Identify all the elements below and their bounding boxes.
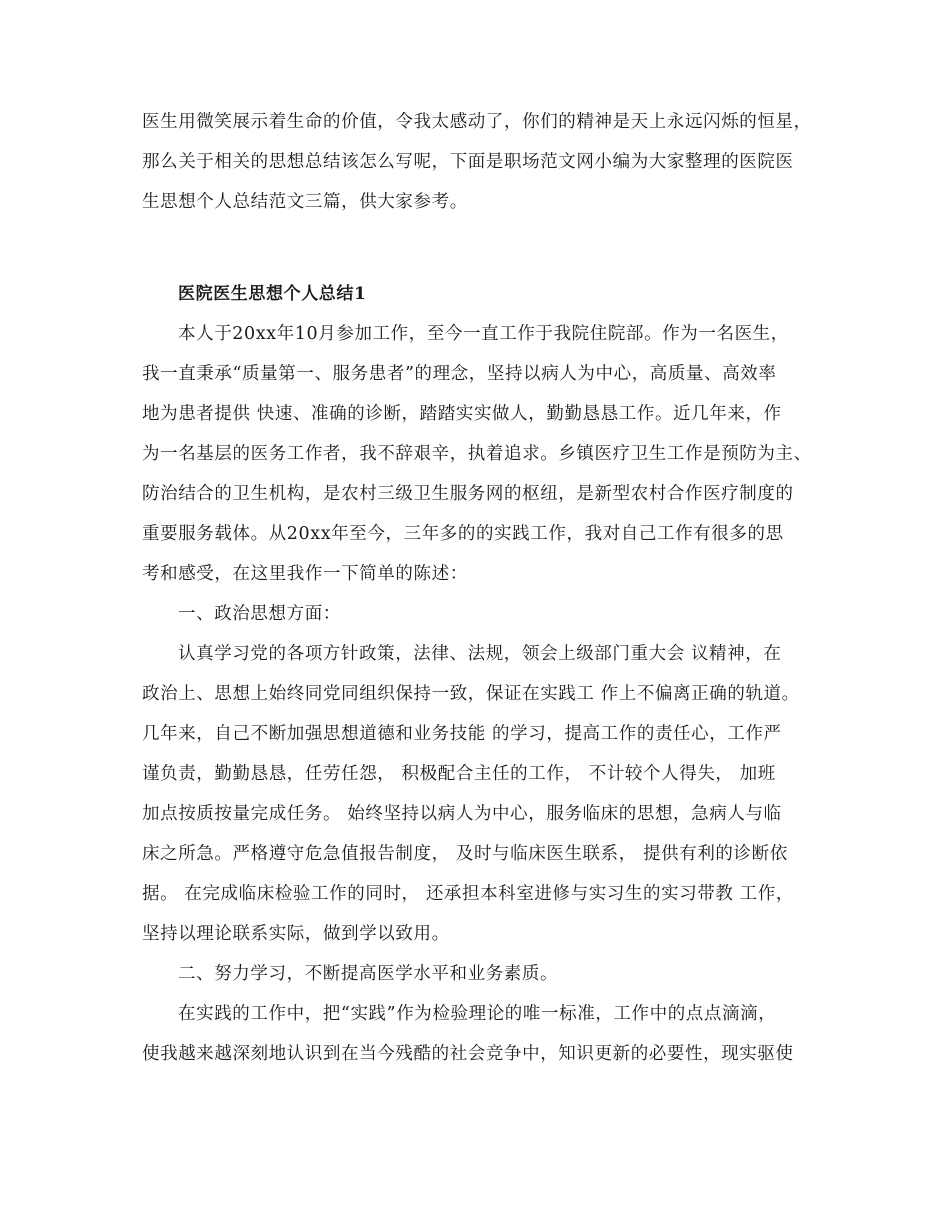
paragraph-line: 防治结合的卫生机构，是农村三级卫生服务网的枢纽，是新型农村合作医疗制度的 [142,484,794,504]
paragraph-line: 据。 在完成临床检验工作的同时， 还承担本科室进修与实习生的实习带教 工作， [142,884,794,904]
intro-line-3: 生思想个人总结范文三篇，供大家参考。 [142,192,468,212]
paragraph-line: 为一名基层的医务工作者，我不辞艰辛，执着追求。乡镇医疗卫生工作是预防为主、 [142,444,812,464]
paragraph-line: 地为患者提供 快速、准确的诊断，踏踏实实做人，勤勤恳恳工作。近几年来，作 [142,404,782,424]
subheading-politics: 一、政治思想方面： [178,604,341,624]
paragraph-line: 认真学习党的各项方针政策，法律、法规，领会上级部门重大会 议精神，在 [178,644,782,664]
paragraph-line: 我一直秉承“质量第一、服务患者”的理念，坚持以病人为中心，高质量、高效率 [142,364,777,384]
paragraph-line: 使我越来越深刻地认识到在当今残酷的社会竞争中，知识更新的必要性，现实驱使 [142,1044,794,1064]
section-heading: 医院医生思想个人总结1 [178,284,367,304]
paragraph-line: 坚持以理论联系实际，做到学以致用。 [142,924,450,944]
intro-line-1: 医生用微笑展示着生命的价值，令我太感动了，你们的精神是天上永远闪烁的恒星， [142,112,812,132]
paragraph-line: 考和感受，在这里我作一下简单的陈述： [142,564,468,584]
paragraph-line: 重要服务载体。从20xx年至今，三年多的的实践工作，我对自己工作有很多的思 [142,524,784,544]
paragraph-line: 本人于20xx年10月参加工作，至今一直工作于我院住院部。作为一名医生， [178,324,789,344]
paragraph-line: 加点按质按量完成任务。 始终坚持以病人为中心，服务临床的思想，急病人与临 [142,804,782,824]
paragraph-line: 谨负责，勤勤恳恳，任劳任怨， 积极配合主任的工作， 不计较个人得失， 加班 [142,764,776,784]
paragraph-line: 几年来，自己不断加强思想道德和业务技能 的学习，提高工作的责任心，工作严 [142,724,782,744]
paragraph-line: 在实践的工作中，把“实践”作为检验理论的唯一标准，工作中的点点滴滴， [178,1004,777,1024]
intro-line-2: 那么关于相关的思想总结该怎么写呢，下面是职场范文网小编为大家整理的医院医 [142,152,794,172]
paragraph-line: 床之所急。严格遵守危急值报告制度， 及时与临床医生联系， 提供有利的诊断依 [142,844,788,864]
subheading-study: 二、努力学习，不断提高医学水平和业务素质。 [178,964,559,984]
paragraph-line: 政治上、思想上始终同党同组织保持一致，保证在实践工 作上不偏离正确的轨道。 [142,684,800,704]
